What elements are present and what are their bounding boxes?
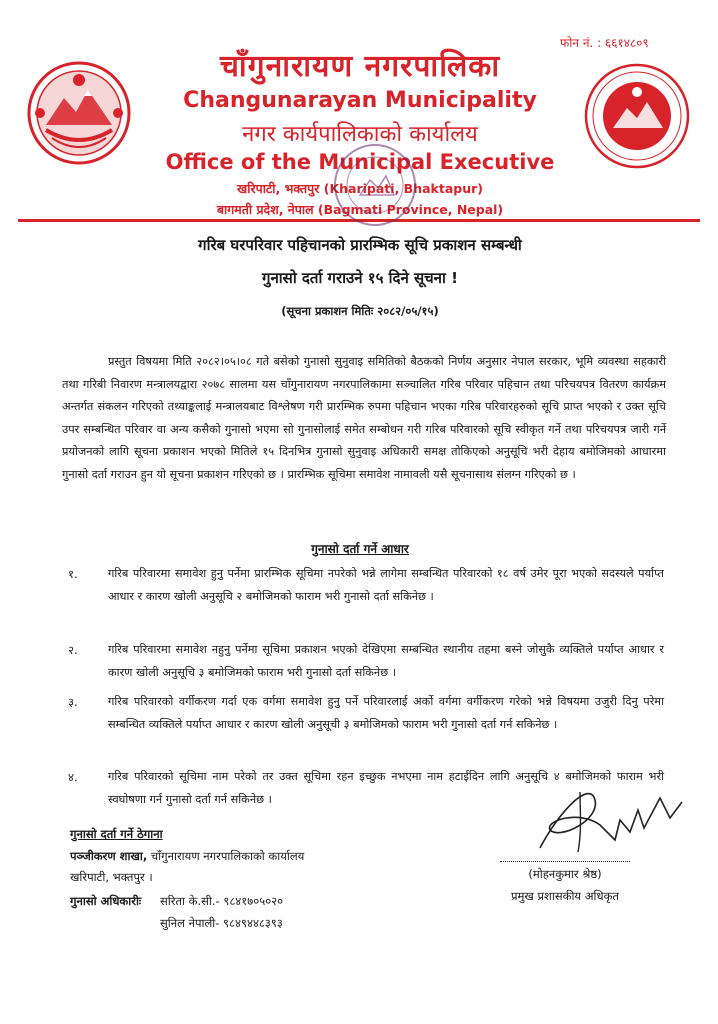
complaint-address-line-2: खरिपाटी, भक्तपुर । bbox=[70, 870, 153, 884]
list-item: गरिब परिवारको सूचिमा नाम परेको तर उक्त सूचिमा रहन इच्छुक नभएमा नाम हटाईदिन लागि अनुसूचि ४ बमोजिमको फाराम भरी स्वघोषणा गर्न गुनासो दर्ता गर्न सकिनेछ । bbox=[108, 770, 664, 806]
publication-date: (सूचना प्रकाशन मितिः २०८२/०५/१५) bbox=[281, 304, 439, 318]
municipality-title-english: Changunarayan Municipality bbox=[183, 88, 537, 113]
phone-number: फोन नं. : ६६१४८०९ bbox=[560, 36, 649, 50]
office-title-nepali: नगर कार्यपालिकाको कार्यालय bbox=[242, 122, 478, 147]
signer-name: (मोहनकुमार श्रेष्ठ) bbox=[528, 867, 602, 881]
municipality-title-nepali: चाँगुनारायण नगरपालिका bbox=[219, 49, 501, 84]
list-item: गरिब परिवारको वर्गीकरण गर्दा एक वर्गमा समावेश हुनु पर्ने परिवारलाई अर्को वर्गमा वर्गीकरण गरेको भन्ने विषयमा उजुरी दिनु परेमा सम्बन्धित व्यक्तिले पर्याप्त आधार र कारण खोली अनुसूची ३ बमोजिमको फाराम भरी गुनासो दर्ता गर्न सकिनेछ । bbox=[108, 695, 664, 731]
address-line-2: बागमती प्रदेश, नेपाल (Bagmati Province, Nepal) bbox=[216, 202, 504, 217]
notice-subject-line-2: गुनासो दर्ता गराउने १५ दिने सूचना ! bbox=[262, 269, 458, 287]
address-line-1: खरिपाटी, भक्तपुर (Kharipati, Bhaktapur) bbox=[237, 181, 483, 196]
list-item-number: ४. bbox=[68, 770, 78, 784]
complaint-officer-1: सरिता के.सी.- ९८४१७०५०२० bbox=[160, 894, 284, 908]
list-item-number: १. bbox=[68, 567, 78, 581]
complaint-address-heading: गुनासो दर्ता गर्ने ठेगाना bbox=[70, 827, 163, 841]
notice-subject-line-1: गरिब घरपरिवार पहिचानको प्रारम्भिक सूचि प्रकाशन सम्बन्धी bbox=[198, 236, 522, 254]
basis-heading: गुनासो दर्ता गर्ने आधार bbox=[311, 542, 409, 556]
registration-section: पञ्जीकरण शाखा, bbox=[70, 849, 148, 863]
nepal-emblem-icon bbox=[26, 60, 132, 166]
list-item-number: २. bbox=[68, 643, 78, 657]
complaint-officer-2: सुनिल नेपाली- ९८४९४४८३९३ bbox=[160, 916, 283, 930]
municipality-logo-icon bbox=[583, 62, 691, 170]
office-name: चाँगुनारायण नगरपालिकाको कार्यालय bbox=[147, 849, 305, 863]
list-item-number: ३. bbox=[68, 695, 78, 709]
complaint-address-line-1 bbox=[70, 849, 304, 864]
signature-line bbox=[500, 861, 630, 862]
signature-icon bbox=[520, 770, 690, 865]
list-item: गरिब परिवारमा समावेश नहुनु पर्नेमा सूचिमा प्रकाशन भएको देखिएमा सम्बन्धित स्थानीय तहमा बस्ने जोसुकै व्यक्तिले पर्याप्त आधार र कारण खोली अनुसूचि ३ बमोजिमको फाराम भरी गुनासो दर्ता सकिनेछ । bbox=[108, 643, 664, 679]
office-stamp-icon bbox=[330, 140, 420, 230]
complaint-officer-label: गुनासो अधिकारीः bbox=[70, 894, 142, 908]
office-title-english: Office of the Municipal Executive bbox=[165, 150, 555, 174]
notice-body: प्रस्तुत विषयमा मिति २०८२।०५।०८ गते बसेको गुनासो सुनुवाइ समितिको बैठकको निर्णय अनुसार नेपाल सरकार, भूमि व्यवस्था सहकारी तथा गरिबी निवारण मन्त्रालयद्वारा २०७८ सालमा यस चाँगुनारायण नगरपालिकामा सञ्चालित गरिब परिवार पहिचान तथा परिचयपत्र वितरण कार्यक्रम अन्तर्गत संकलन गरिएको तथ्याङ्कलाई मन्त्रालयबाट विश्लेषण गरी प्रारम्भिक रुपमा पहिचान भएका गरिब परिवारहरुको सूचि प्राप्त भएको र उक्त सूचि उपर सम्बन्धित परिवार वा अन्य कसैको गुनासो भएमा सो गुनासोलाई समेत सम्बोधन गरी गरिब परिवारको सूचि स्वीकृत गर्ने तथा परिचयपत्र जारी गर्ने प्रयोजनको लागि सूचना प्रकाशन भएको मितिले १५ दिनभित्र गुनासो सुनुवाइ अधिकारी समक्ष तोकिएको अनुसूचि भरी देहाय बमोजिमको आधारमा गुनासो दर्ता गराउन हुन यो सूचना प्रकाशन गरिएको छ । प्रारम्भिक सूचिमा समावेश नामावली यसै सूचनासाथ संलग्न गरिएको छ । bbox=[62, 355, 667, 481]
list-item: गरिब परिवारमा समावेश हुनु पर्नेमा प्रारम्भिक सूचिमा नपरेको भन्ने लागेमा सम्बन्धित परिवारको १८ वर्ष उमेर पूरा भएको सदस्यले पर्याप्त आधार र कारण खोली अनुसूचि २ बमोजिमको फाराम भरी गुनासो दर्ता सकिनेछ । bbox=[108, 567, 664, 603]
signer-title: प्रमुख प्रशासकीय अधिकृत bbox=[511, 889, 619, 903]
